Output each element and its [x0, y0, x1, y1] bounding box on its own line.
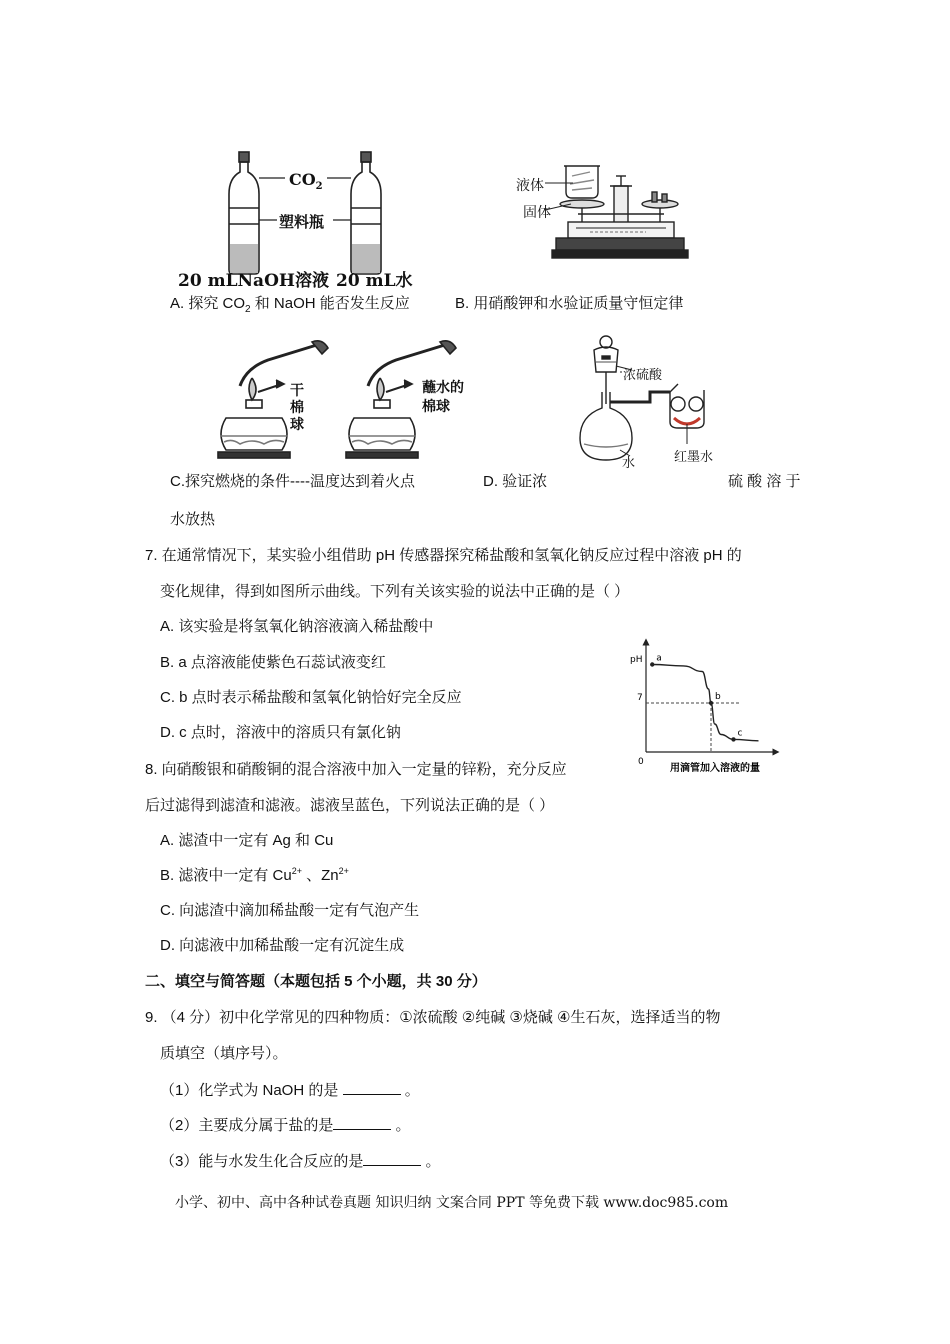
q6-option-a — [170, 292, 410, 315]
co2-text: CO — [289, 170, 316, 189]
point-a — [650, 662, 654, 666]
q6-option-a-suffix: 和 NaOH 能否发生反应 — [250, 295, 410, 312]
co2-sub: 2 — [315, 181, 323, 193]
label-flask-water: 水 — [622, 455, 636, 470]
label-dry-cotton: 干棉球 — [290, 382, 304, 432]
q8-option-b-sup2: 2+ — [338, 866, 349, 876]
q6-option-a-prefix: A. 探究 CO — [170, 295, 246, 312]
burner-left — [218, 341, 328, 458]
q9-stem-line1: 9. （4 分）初中化学常见的四种物质：①浓硫酸 ②纯碱 ③烧碱 ④生石灰，选择适当的物 — [145, 1009, 721, 1026]
y-tick-7-label: 7 — [637, 693, 643, 703]
label-solid: 固体 — [523, 204, 551, 220]
label-red-ink: 红墨水 — [674, 449, 714, 464]
q8-option-b-mid: 、Zn — [301, 867, 339, 884]
q7-stem-line2: 变化规律，得到如图所示曲线。下列有关该实验的说法中正确的是（ ） — [160, 583, 630, 600]
q9-sub2-prefix: （2）主要成分属于盐的是 — [160, 1117, 334, 1134]
q8-option-b — [160, 864, 349, 885]
q9-sub2 — [160, 1114, 411, 1135]
y-axis-label: pH — [630, 655, 643, 665]
label-plastic-bottle: 塑料瓶 — [279, 213, 325, 231]
q6-option-d-part3: 水放热 — [170, 511, 216, 528]
q8-option-d: D. 向滤液中加稀盐酸一定有沉淀生成 — [160, 937, 405, 954]
q9-sub1-suffix: 。 — [400, 1082, 420, 1099]
q9-sub3-suffix: 。 — [421, 1153, 441, 1170]
label-wet-cotton: 蘸水的棉球 — [422, 379, 464, 414]
q6-option-a-sub: 2 — [245, 304, 251, 315]
q9-sub1-prefix: （1）化学式为 NaOH 的是 — [160, 1082, 343, 1099]
q7-option-c: C. b 点时表示稀盐酸和氢氧化钠恰好完全反应 — [160, 689, 462, 706]
point-c — [731, 737, 735, 741]
q6-option-d-part2: 硫 酸 溶 于 — [728, 473, 801, 490]
label-liquid: 液体 — [516, 177, 544, 193]
page-footer: 小学、初中、高中各种试卷真题 知识归纳 文案合同 PPT 等免费下载 www.doc985.com — [175, 1195, 729, 1211]
point-label-b: b — [715, 692, 721, 702]
q7-option-b: B. a 点溶液能使紫色石蕊试液变红 — [160, 654, 386, 671]
q6-option-d-part1: D. 验证浓 — [483, 473, 548, 490]
q9-sub3 — [160, 1150, 441, 1171]
q7-stem-line1: 7. 在通常情况下，某实验小组借助 pH 传感器探究稀盐酸和氢氧化钠反应过程中溶液 pH 的 — [145, 547, 742, 564]
q9-sub3-prefix: （3）能与水发生化合反应的是 — [160, 1153, 364, 1170]
q9-stem-line2: 质填空（填序号）。 — [160, 1045, 288, 1062]
label-water-20ml: 20 mL水 — [336, 271, 413, 291]
point-label-a: a — [656, 653, 662, 664]
section2-heading: 二、填空与简答题（本题包括 5 个小题，共 30 分） — [145, 973, 487, 990]
q8-option-b-prefix: B. 滤液中一定有 Cu — [160, 867, 292, 884]
bottle-right — [351, 152, 381, 274]
ph-plot-area — [646, 654, 759, 753]
bottle-left — [229, 152, 259, 274]
q9-sub3-blank[interactable] — [363, 1151, 421, 1166]
point-label-c: c — [737, 728, 743, 739]
point-b — [709, 701, 713, 705]
figure-b-pointer-lines — [545, 182, 575, 212]
origin-label: 0 — [638, 757, 644, 767]
label-naoh-solution: 20 mLNaOH溶液 — [178, 271, 329, 291]
q8-option-b-sup1: 2+ — [291, 866, 302, 876]
q9-sub2-suffix: 。 — [391, 1117, 411, 1134]
q6-option-c: C.探究燃烧的条件----温度达到着火点 — [170, 473, 415, 490]
q8-stem-line2: 后过滤得到滤渣和滤液。滤液呈蓝色，下列说法正确的是（ ） — [145, 797, 555, 814]
label-conc-sulfuric: 浓硫酸 — [623, 367, 663, 382]
q9-sub1-blank[interactable] — [343, 1080, 401, 1095]
q8-option-c: C. 向滤渣中滴加稀盐酸一定有气泡产生 — [160, 902, 420, 919]
label-co2 — [289, 170, 323, 192]
q6-option-b: B. 用硝酸钾和水验证质量守恒定律 — [455, 295, 684, 312]
x-axis-label: 用滴管加入溶液的量 — [670, 763, 760, 774]
ph-chart — [628, 636, 788, 778]
q9-sub2-blank[interactable] — [333, 1115, 391, 1130]
figure-b-balance — [550, 158, 690, 270]
q8-option-a: A. 滤渣中一定有 Ag 和 Cu — [160, 832, 334, 849]
q8-stem-line1: 8. 向硝酸银和硝酸铜的混合溶液中加入一定量的锌粉，充分反应 — [145, 761, 567, 778]
q9-sub1 — [160, 1079, 420, 1100]
q7-option-a: A. 该实验是将氢氧化钠溶液滴入稀盐酸中 — [160, 618, 434, 635]
q7-option-d: D. c 点时，溶液中的溶质只有氯化钠 — [160, 724, 401, 741]
